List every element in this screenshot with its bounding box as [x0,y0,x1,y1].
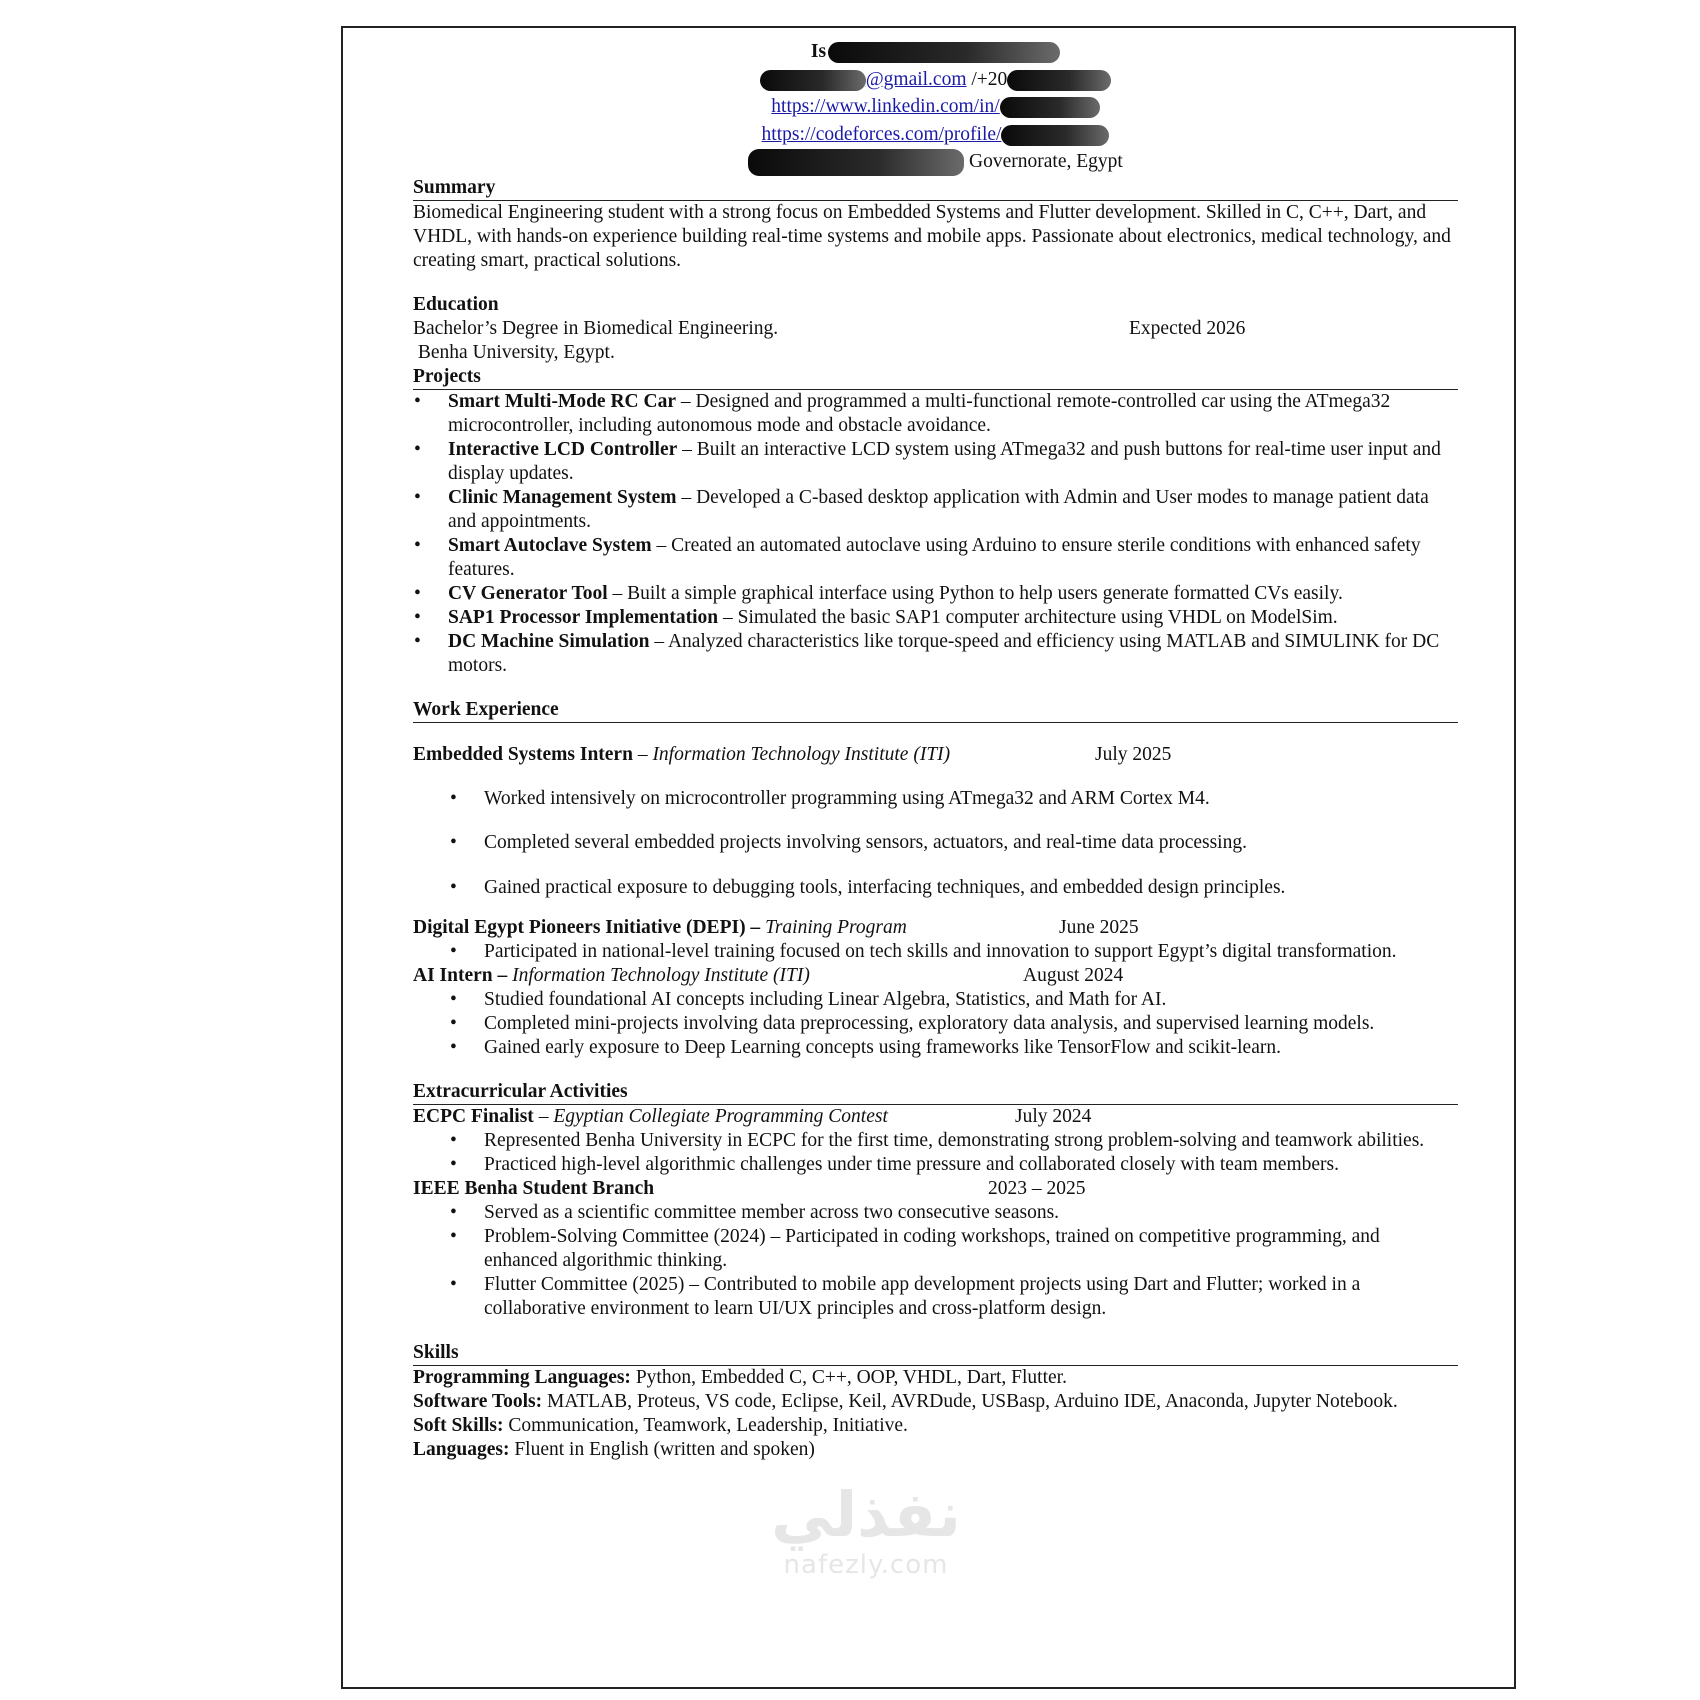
location-line [413,148,1458,176]
watermark-logo [741,1480,991,1580]
projects-heading: Projects [413,365,1458,390]
skill-label: Programming Languages: [413,1366,631,1388]
skill-label: Software Tools: [413,1390,543,1412]
codeforces-link[interactable]: https://codeforces.com/profile/ [761,123,1002,145]
activity-bullet: • Practiced high-level algorithmic challenges under time pressure and collaborated closely with team members. [413,1153,1458,1177]
activity-bullets [413,1129,1458,1177]
email-phone-line [413,66,1458,94]
summary-text: Biomedical Engineering student with a strong focus on Embedded Systems and Flutter development. Skilled in C, C++, Dart, and VHDL, with hands-on experience building real-time systems and mobile apps. Passionate about electronics, medical technology, and creating smart, practical solutions. [413,201,1451,271]
project-item [413,582,1458,606]
education-heading: Education [413,293,499,315]
project-desc: – Built an interactive LCD system using ATmega32 and push buttons for real-time user input and display updates. [448,438,1441,484]
job-bullets [413,988,1458,1060]
project-name: CV Generator Tool [448,582,608,604]
linkedin-line [413,93,1458,121]
redacted-location-block [748,149,964,176]
activity-header-ecpc [413,1105,1458,1129]
job-org: Information Technology Institute (ITI) [512,964,810,986]
job-bullet: • Completed mini-projects involving data preprocessing, exploratory data analysis, and supervised learning models. [413,1012,1458,1036]
redacted-codeforces-block [1001,125,1109,146]
activity-role: IEEE Benha Student Branch [413,1177,655,1199]
job-date: July 2025 [1095,743,1172,765]
project-name: Smart Autoclave System [448,534,652,556]
watermark-url: nafezly.com [783,1550,949,1580]
redacted-phone-block [1007,70,1111,91]
skills-line [413,1414,1458,1438]
codeforces-line [413,121,1458,149]
activity-role: ECPC Finalist [413,1105,534,1127]
job-bullet: • Studied foundational AI concepts including Linear Algebra, Statistics, and Math for AI. [413,988,1458,1012]
project-desc: – Analyzed characteristics like torque-speed and efficiency using MATLAB and SIMULINK for DC motors. [448,630,1440,676]
name-line [413,38,1458,66]
project-item [413,630,1458,678]
project-desc: – Created an automated autoclave using Arduino to ensure sterile conditions with enhanced safety features. [448,534,1421,580]
education-date: Expected 2026 [1129,317,1246,339]
extracurricular-heading: Extracurricular Activities [413,1080,1458,1105]
project-desc: – Simulated the basic SAP1 computer architecture using VHDL on ModelSim. [718,606,1338,628]
job-role: Digital Egypt Pioneers Initiative (DEPI) – [413,916,761,938]
redacted-linkedin-block [1000,97,1100,118]
activity-header-ieee [413,1177,1458,1201]
job-bullet: • Worked intensively on microcontroller programming using ATmega32 and ARM Cortex M4. [413,787,1458,811]
redacted-email-block [760,70,866,91]
project-desc: – Built a simple graphical interface using Python to help users generate formatted CVs easily. [607,582,1343,604]
skill-value: MATLAB, Proteus, VS code, Eclipse, Keil, AVRDude, USBasp, Arduino IDE, Anaconda, Jupyter Notebook. [542,1390,1398,1412]
skills-line [413,1390,1458,1414]
project-item [413,534,1458,582]
education-row [413,317,1458,341]
job-sep: – [632,743,653,765]
project-desc: – Developed a C-based desktop application with Admin and User modes to manage patient data and appointments. [448,486,1429,532]
redacted-name-block [828,42,1060,63]
skill-value: Fluent in English (written and spoken) [509,1438,815,1460]
job-bullet: • Completed several embedded projects involving sensors, actuators, and real-time data processing. [413,831,1458,855]
skill-value: Communication, Teamwork, Leadership, Initiative. [503,1414,908,1436]
job-date: August 2024 [1023,964,1124,986]
skill-label: Soft Skills: [413,1414,504,1436]
job-bullets [413,940,1458,964]
job-header-ai-intern [413,964,1458,988]
activity-date: July 2024 [1015,1105,1092,1127]
job-bullet: • Participated in national-level training focused on tech skills and innovation to support Egypt’s digital transformation. [413,940,1458,964]
linkedin-link[interactable]: https://www.linkedin.com/in/ [771,96,1000,117]
resume-content [413,38,1458,1462]
job-bullet: • Gained practical exposure to debugging tools, interfacing techniques, and embedded design principles. [413,876,1458,900]
job-bullet: • Gained early exposure to Deep Learning concepts using frameworks like TensorFlow and scikit-learn. [413,1036,1458,1060]
project-name: Clinic Management System [448,486,677,508]
project-item [413,438,1458,486]
skills-heading: Skills [413,1341,1458,1366]
activity-date: 2023 – 2025 [988,1177,1086,1199]
candidate-name: Is [810,41,827,62]
job-org: Training Program [765,916,907,938]
skills-line [413,1366,1458,1390]
activity-bullet: • Flutter Committee (2025) – Contributed to mobile app development projects using Dart and Flutter; worked in a collaborative environment to learn UI/UX principles and cross-platform design. [413,1273,1458,1321]
projects-list [413,390,1458,678]
job-role: Embedded Systems Intern [413,743,633,765]
activity-org: Egyptian Collegiate Programming Contest [553,1105,888,1127]
project-name: DC Machine Simulation [448,630,650,652]
education-degree: Bachelor’s Degree in Biomedical Engineering. [413,317,779,339]
job-org: Information Technology Institute (ITI) [652,743,951,765]
skills-line [413,1438,1458,1462]
project-name: Interactive LCD Controller [448,438,678,460]
resume-page [341,26,1516,1689]
activity-bullet: • Served as a scientific committee member across two consecutive seasons. [413,1201,1458,1225]
job-bullets [413,787,1458,900]
job-header-depi [413,916,1458,940]
job-role: AI Intern – [413,964,508,986]
location-text: Governorate, Egypt [969,151,1123,172]
email-link[interactable]: @gmail.com [865,68,967,90]
activity-sep: – [533,1105,554,1127]
project-name: Smart Multi-Mode RC Car [448,390,676,412]
job-date: June 2025 [1059,916,1139,938]
skill-value: Python, Embedded C, C++, OOP, VHDL, Dart, Flutter. [630,1366,1067,1388]
skill-label: Languages: [413,1438,510,1460]
contact-header [413,38,1458,176]
project-desc: – Designed and programmed a multi-functional remote-controlled car using the ATmega32 microcontroller, including autonomous mode and obstacle avoidance. [448,390,1391,436]
activity-bullet: • Problem-Solving Committee (2024) – Participated in coding workshops, trained on competitive programming, and enhanced algorithmic thinking. [413,1225,1458,1273]
activity-bullets [413,1201,1458,1321]
education-university: Benha University, Egypt. [413,341,615,363]
watermark-arabic: نفذلي [771,1478,961,1551]
project-item [413,390,1458,438]
summary-heading: Summary [413,176,1458,201]
job-header-iti-embedded [413,743,1458,767]
phone-prefix: /+20 [966,68,1008,90]
project-item [413,606,1458,630]
work-heading: Work Experience [413,698,1458,723]
activity-bullet: • Represented Benha University in ECPC for the first time, demonstrating strong problem-solving and teamwork abilities. [413,1129,1458,1153]
project-name: SAP1 Processor Implementation [448,606,719,628]
project-item [413,486,1458,534]
